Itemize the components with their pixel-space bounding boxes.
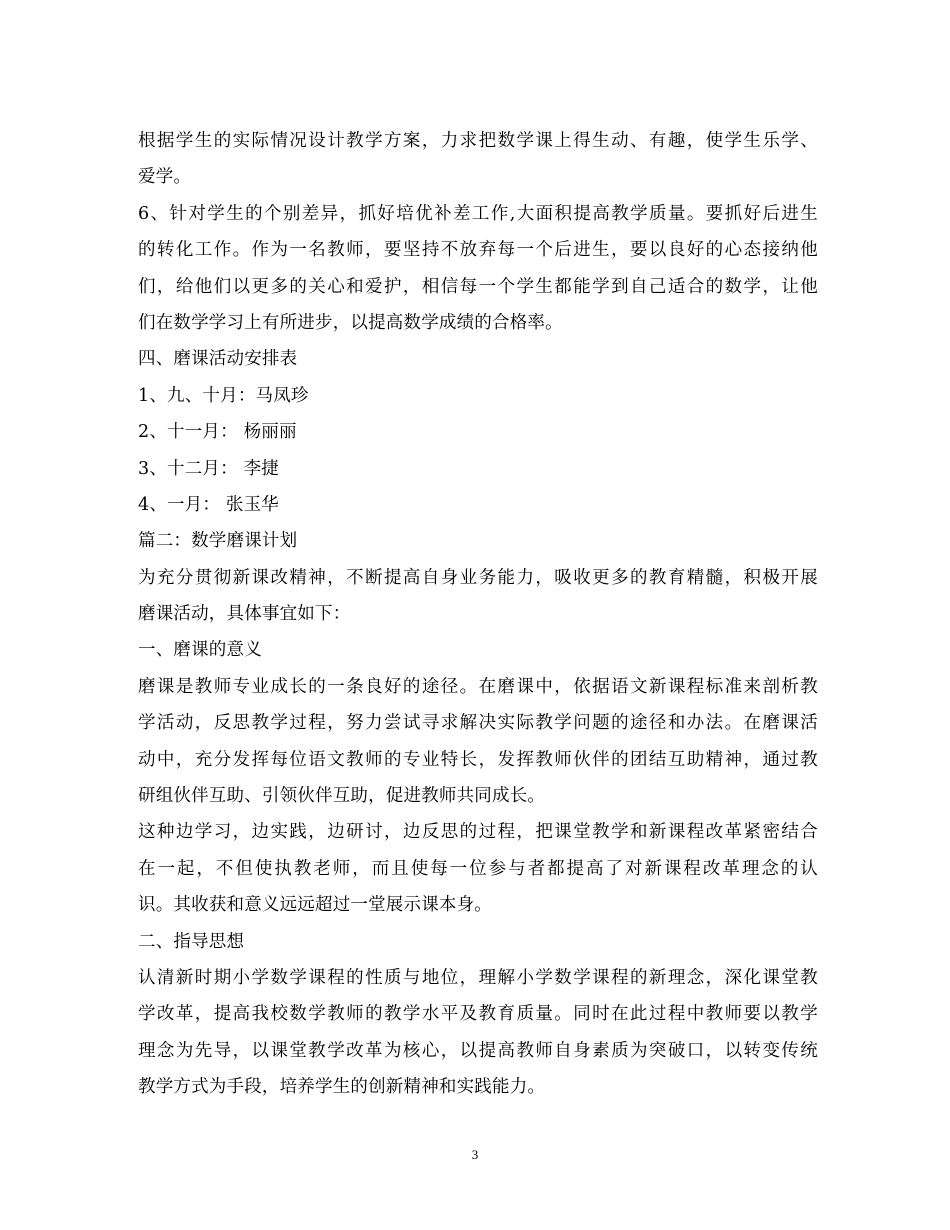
text-line: 4、一月： 张玉华 — [138, 494, 279, 515]
text-line: 磨课是教师专业成长的一条良好的途径。在磨课中，依据语文新课程标准来剖析教 — [138, 676, 818, 697]
text-line: 教学方式为手段，培养学生的创新精神和实践能力。 — [138, 1077, 546, 1098]
text-line: 6、针对学生的个别差异，抓好培优补差工作,大面积提高教学质量。要抓好后进生 — [138, 203, 818, 224]
text-line: 研组伙伴互助、引领伙伴互助，促进教师共同成长。 — [138, 786, 546, 807]
text-line: 动中，充分发挥每位语文教师的专业特长，发挥教师伙伴的团结互助精神，通过教 — [138, 749, 818, 770]
text-line: 认清新时期小学数学课程的性质与地位，理解小学数学课程的新理念，深化课堂教 — [138, 967, 818, 988]
text-line: 篇二：数学磨课计划 — [138, 531, 298, 552]
text-line: 这种边学习，边实践，边研讨，边反思的过程，把课堂教学和新课程改革紧密结合 — [138, 822, 818, 843]
text-line: 为充分贯彻新课改精神，不断提高自身业务能力，吸收更多的教育精髓，积极开展 — [138, 567, 818, 588]
text-line: 在一起，不但使执教老师，而且使每一位参与者都提高了对新课程改革理念的认 — [138, 858, 818, 879]
text-line: 们在数学学习上有所进步，以提高数学成绩的合格率。 — [138, 312, 563, 333]
text-line: 二、指导思想 — [138, 931, 245, 952]
text-line: 识。其收获和意义远远超过一堂展示课本身。 — [138, 895, 492, 916]
text-line: 3、十二月： 李捷 — [138, 458, 279, 479]
text-line: 根据学生的实际情况设计教学方案，力求把数学课上得生动、有趣，使学生乐学、 — [138, 131, 818, 151]
text-line: 一、磨课的意义 — [138, 640, 262, 661]
text-line: 四、磨课活动安排表 — [138, 349, 298, 370]
text-line: 1、九、十月：马凤珍 — [138, 385, 309, 406]
text-line: 学改革，提高我校数学教师的教学水平及教育质量。同时在此过程中教师要以教学 — [138, 1004, 818, 1025]
page-number: 3 — [471, 1147, 479, 1162]
text-line: 爱学。 — [138, 167, 192, 188]
document-body — [138, 123, 818, 1106]
text-line: 们，给他们以更多的关心和爱护，相信每一个学生都能学到自己适合的数学，让他 — [138, 276, 818, 297]
text-line: 学活动，反思教学过程，努力尝试寻求解决实际教学问题的途径和办法。在磨课活 — [138, 713, 818, 734]
text-line: 磨课活动，具体事宜如下： — [138, 604, 351, 625]
text-line: 理念为先导，以课堂教学改革为核心，以提高教师自身素质为突破口，以转变传统 — [138, 1040, 818, 1061]
text-line: 的转化工作。作为一名教师，要坚持不放弃每一个后进生，要以良好的心态接纳他 — [138, 240, 818, 261]
text-line: 2、十一月： 杨丽丽 — [138, 422, 297, 443]
